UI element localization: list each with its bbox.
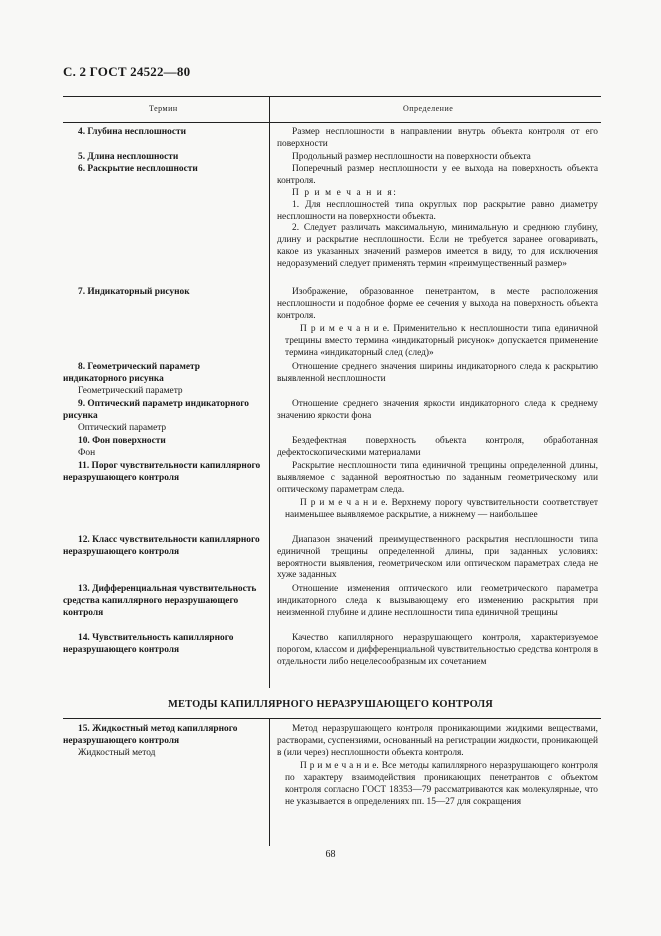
definition-text: Диапазон значений преимущественного раскрытия несплошности типа единичной трещины определенной длины, при заданных условиях: вероятности выявления, геометрическом или оптическом параметрах следа не хуже заданных <box>277 535 598 581</box>
term-title: 7. Индикаторный рисунок <box>78 287 190 297</box>
term-cell <box>63 535 263 559</box>
definition-text: Поперечный размер несплошности у ее выхода на поверхность объекта контроля. <box>277 164 598 186</box>
definition-cell <box>277 399 598 423</box>
note-7-text: П р и м е ч а н и е. Применительно к несплошности типа единичной трещины вместо термина «индикаторный рисунок» допускается применение термина «индикаторный след (след)» <box>285 324 598 358</box>
definition-cell <box>277 164 598 188</box>
definition-cell <box>277 461 598 496</box>
column-header-definition: Определение <box>403 104 454 113</box>
definition-text: Отношение среднего значения яркости индикаторного следа к среднему значению яркости фона <box>277 399 598 421</box>
note-11-text: П р и м е ч а н и е. Верхнему порогу чувствительности соответствует наименьшее выявляемое раскрытие, а нижнему — наибольшее <box>285 498 598 520</box>
term-synonym: Оптический параметр <box>78 422 167 433</box>
term-synonym: Фон <box>78 447 96 458</box>
definition-text: Качество капиллярного неразрушающего контроля, характеризуемое порогом, классом и дифференциальной чувствительностью средства контроля в отдельности либо нецелесообразным их сочетанием <box>277 633 598 667</box>
note-6-item-2: 2. Следует различать максимальную, минимальную и среднюю глубину, длину и раскрытие несплошности. Если не требуется заранее оговаривать, какое из указанных значений размеров имеется в виду, то для исключения недоразумений следует применять термин «преимущественный размер» <box>277 223 598 269</box>
definition-cell <box>277 535 598 582</box>
term-synonym: Геометрический параметр <box>78 385 183 396</box>
methods-table-top-rule <box>63 718 601 719</box>
table-column-divider <box>269 96 270 688</box>
term-cell <box>63 461 263 485</box>
definition-text: Отношение изменения оптического или геометрического параметра индикаторного следа к вызывающему его изменению раскрытия при неизменной глубине и длине несплошности типа единичной трещины <box>277 584 598 618</box>
term-title: 8. Геометрический параметр индикаторного рисунка <box>63 362 200 384</box>
note-7 <box>285 324 598 359</box>
note-6-item-1: 1. Для несплошностей типа округлых пор раскрытие равно диаметру несплошности на поверхности объекта. <box>277 199 598 222</box>
term-cell <box>63 584 263 619</box>
term-cell <box>63 399 263 434</box>
term-cell <box>63 127 263 139</box>
term-15-synonym: Жидкостный метод <box>78 747 156 758</box>
definition-text: Бездефектная поверхность объекта контроля, обработанная дефектоскопическими материалами <box>277 436 598 458</box>
term-cell <box>63 436 263 460</box>
term-title: 10. Фон поверхности <box>78 436 166 446</box>
definition-cell <box>277 152 598 164</box>
note-11 <box>285 498 598 522</box>
term-title: 14. Чувствительность капиллярного неразрушающего контроля <box>63 633 234 655</box>
term-cell <box>63 152 263 164</box>
definition-text: Изображение, образованное пенетрантом, в месте расположения несплошности и подобное форме ее сечения у выхода на поверхность объекта контроля. <box>277 287 598 321</box>
definition-cell <box>277 127 598 151</box>
definition-text: Раскрытие несплошности типа единичной трещины определенной длины, выявляемое с заданной вероятностью по заданным геометрическому или оптическому параметрам следа. <box>277 461 598 495</box>
term-title: 11. Порог чувствительности капиллярного неразрушающего контроля <box>63 461 261 483</box>
table-header-rule <box>63 122 601 123</box>
term-title: 4. Глубина несплошности <box>78 127 186 137</box>
definition-cell <box>277 436 598 460</box>
definition-text: Отношение среднего значения ширины индикаторного следа к раскрытию выявленной несплошности <box>277 362 598 384</box>
note-6 <box>277 188 598 271</box>
term-cell <box>63 633 263 657</box>
note-15: П р и м е ч а н и е. Все методы капиллярного неразрушающего контроля по характеру взаимодействия проникающих пенетрантов с объектом контроля согласно ГОСТ 18353—79 рассматриваются как молекулярные, что не указывается в определениях пп. 15—27 для сокращения <box>285 761 598 807</box>
definition-cell <box>277 633 598 668</box>
term-title: 6. Раскрытие несплошности <box>78 164 198 174</box>
definition-cell <box>277 362 598 386</box>
column-header-term: Термин <box>149 104 178 113</box>
term-cell <box>63 164 263 176</box>
methods-table-column-divider <box>269 718 270 846</box>
term-title: 13. Дифференциальная чувствительность средства капиллярного неразрушающего контроля <box>63 584 257 618</box>
definition-text: Продольный размер несплошности на поверхности объекта <box>292 152 531 162</box>
page-number: 68 <box>325 849 336 860</box>
term-title: 5. Длина несплошности <box>78 152 179 162</box>
table-top-rule <box>63 96 601 97</box>
note-6-title: П р и м е ч а н и я: <box>292 188 398 198</box>
term-15-title: 15. Жидкостный метод капиллярного неразрушающего контроля <box>63 724 238 746</box>
section-title: МЕТОДЫ КАПИЛЛЯРНОГО НЕРАЗРУШАЮЩЕГО КОНТРОЛЯ <box>167 699 494 710</box>
definition-15-text: Метод неразрушающего контроля проникающими жидкими веществами, растворами, суспензиями, основанный на регистрации жидкости, проникающей в (или через) несплошности объекта контроля. <box>277 724 598 758</box>
definition-cell <box>277 287 598 322</box>
term-15 <box>63 724 263 759</box>
term-title: 12. Класс чувствительности капиллярного неразрушающего контроля <box>63 535 260 557</box>
term-cell <box>63 362 263 397</box>
definition-15 <box>277 724 598 809</box>
definition-text: Размер несплошности в направлении внутрь объекта контроля от его поверхности <box>277 127 598 149</box>
page-header: С. 2 ГОСТ 24522—80 <box>63 64 191 79</box>
term-title: 9. Оптический параметр индикаторного рисунка <box>63 399 249 421</box>
term-cell <box>63 287 263 299</box>
definition-cell <box>277 584 598 619</box>
